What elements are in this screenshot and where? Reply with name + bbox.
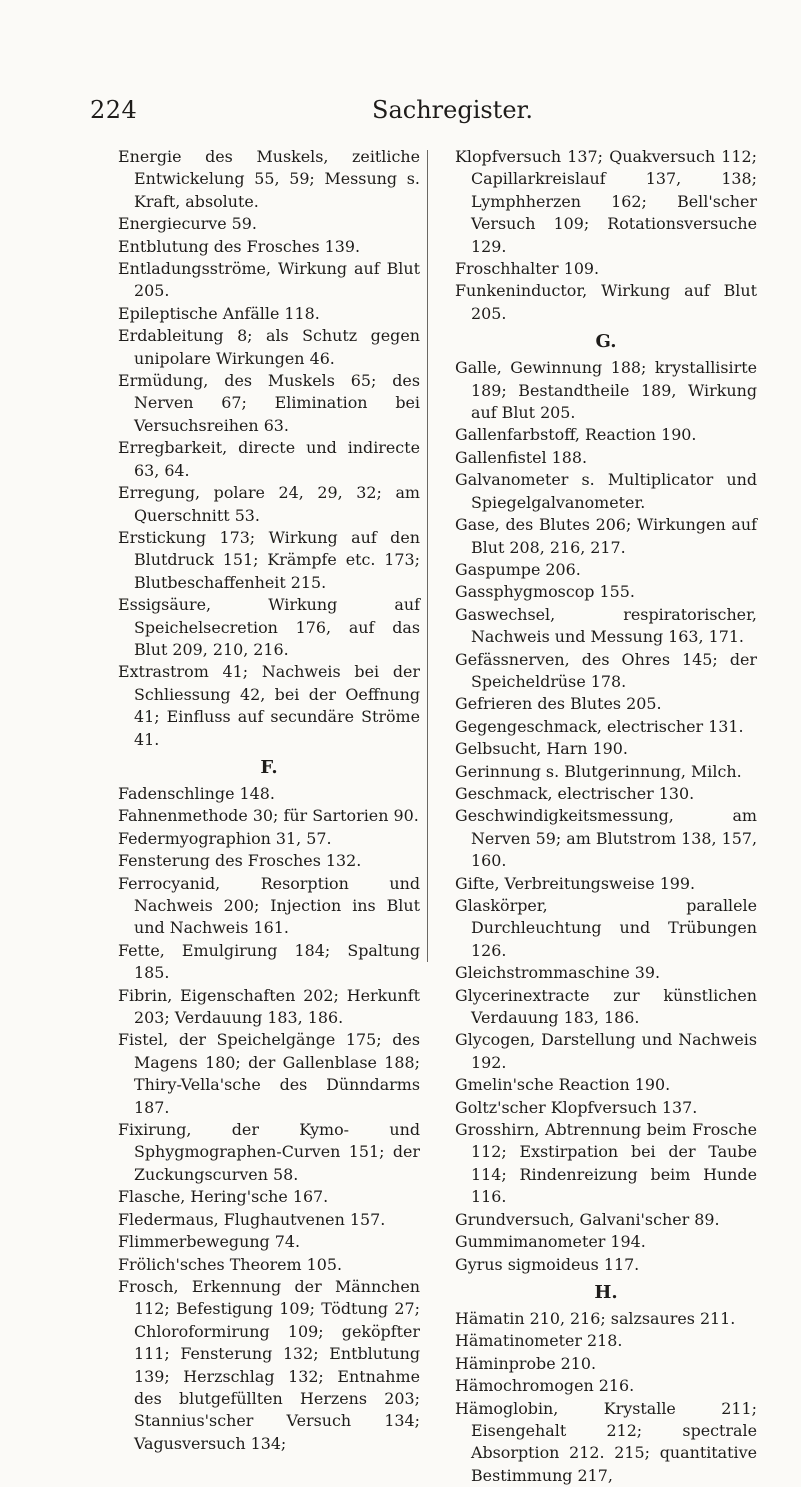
index-entry: Flimmerbewegung 74. [118,1232,301,1252]
index-entry: Fistel, der Speichelgänge 175; des Magens 180; der Gallenblase 188; Thiry-Vella'sche des Dünndarms 187. [118,1030,420,1117]
section-letter: F. [260,756,278,778]
index-entry: Fibrin, Eigenschaften 202; Herkunft 203; Verdauung 183, 186. [118,985,420,1028]
index-entry: Hämochromogen 216. [455,1376,635,1396]
index-entry: Energiecurve 59. [118,214,257,234]
index-entry: Froschhalter 109. [455,259,600,279]
index-entry: Erregung, polare 24, 29, 32; am Querschnitt 53. [118,483,420,525]
index-entry: Gifte, Verbreitungsweise 199. [455,873,696,893]
index-entry: Gallenfistel 188. [455,447,588,467]
index-entry: Entblutung des Frosches 139. [118,236,361,256]
index-entry: Gefässnerven, des Ohres 145; der Speicheldrüse 178. [455,649,757,691]
index-entry: Gegengeschmack, electrischer 131. [455,716,744,736]
section-letter: H. [594,1281,618,1303]
index-entry: Gummimanometer 194. [455,1232,646,1252]
page-header [82,96,719,132]
index-entry: Ermüdung, des Muskels 65; des Nerven 67; Elimination bei Versuchsreihen 63. [118,371,420,435]
running-title: Sachregister. [372,96,533,124]
index-entry: Fixirung, der Kymo- und Sphygmographen-Curven 151; der Zuckungscurven 58. [118,1120,420,1184]
index-entry: Gyrus sigmoideus 117. [455,1254,640,1274]
index-entry: Hämoglobin, Krystalle 211; Eisengehalt 212; spectrale Absorption 212. 215; quantitative Bestimmung 217, [455,1398,757,1485]
page-number: 224 [90,96,138,124]
index-entry: Funkeninductor, Wirkung auf Blut 205. [455,281,757,323]
index-entry: Gleichstrommaschine 39. [455,963,661,983]
index-entry: Gmelin'sche Reaction 190. [455,1075,671,1095]
index-entry: Frosch, Erkennung der Männchen 112; Befestigung 109; Tödtung 27; Chloroformirung 109; geköpfter 111; Fensterung 132; Entblutung 139; Herzschlag 132; Entnahme des blutgefüllten Herzens 203; Stannius'scher Versuch 134; Vagusversuch 134; [118,1276,420,1453]
index-entry: Fadenschlinge 148. [118,783,275,803]
index-column-right [455,146,757,1487]
index-entry: Goltz'scher Klopfversuch 137. [455,1097,698,1117]
index-entry: Klopfversuch 137; Quakversuch 112; Capillarkreislauf 137, 138; Lymphherzen 162; Bell'scher Versuch 109; Rotationsversuche 129. [455,147,757,256]
index-entry: Geschmack, electrischer 130. [455,783,695,803]
index-entry: Fahnenmethode 30; für Sartorien 90. [118,806,419,826]
index-entry: Fette, Emulgirung 184; Spaltung 185. [118,940,420,983]
index-entry: Ferrocyanid, Resorption und Nachweis 200; Injection ins Blut und Nachweis 161. [118,873,420,938]
index-entry: Gaswechsel, respiratorischer, Nachweis und Messung 163, 171. [455,604,757,647]
index-entry: Grosshirn, Abtrennung beim Frosche 112; Exstirpation bei der Taube 114; Rindenreizung beim Hunde 116. [455,1120,757,1207]
index-entry: Extrastrom 41; Nachweis bei der Schliessung 42, bei der Oeffnung 41; Einfluss auf secundäre Ströme 41. [118,662,420,749]
index-entry: Glycerinextracte zur künstlichen Verdauung 183, 186. [455,985,757,1028]
index-entry: Flasche, Hering'sche 167. [118,1187,329,1207]
index-entry: Erdableitung 8; als Schutz gegen unipolare Wirkungen 46. [118,326,420,368]
index-entry: Gaspumpe 206. [455,559,581,579]
index-entry: Gassphygmoscop 155. [455,582,635,602]
index-entry: Federmyographion 31, 57. [118,828,332,848]
index-entry: Gerinnung s. Blutgerinnung, Milch. [455,761,742,781]
index-entry: Essigsäure, Wirkung auf Speichelsecretion 176, auf das Blut 209, 210, 216. [118,595,420,659]
index-entry: Fensterung des Frosches 132. [118,851,362,871]
index-entry: Epileptische Anfälle 118. [118,303,320,323]
index-entry: Galle, Gewinnung 188; krystallisirte 189; Bestandtheile 189, Wirkung auf Blut 205. [455,358,757,423]
section-letter: G. [595,331,617,353]
index-entry: Glycogen, Darstellung und Nachweis 192. [455,1030,757,1072]
index-entry: Hämatin 210, 216; salzsaures 211. [455,1308,736,1328]
index-entry: Gelbsucht, Harn 190. [455,739,628,759]
index-entry: Gase, des Blutes 206; Wirkungen auf Blut 208, 216, 217. [455,515,757,557]
index-entry: Gallenfarbstoff, Reaction 190. [455,425,697,445]
index-entry: Galvanometer s. Multiplicator und Spiegelgalvanometer. [455,470,757,512]
index-column-left [118,146,420,1455]
index-entry: Grundversuch, Galvani'scher 89. [455,1209,720,1229]
index-entry: Häminprobe 210. [455,1353,597,1373]
index-entry: Entladungsströme, Wirkung auf Blut 205. [118,259,420,301]
index-entry: Frölich'sches Theorem 105. [118,1254,343,1274]
index-entry: Geschwindigkeitsmessung, am Nerven 59; am Blutstrom 138, 157, 160. [455,806,757,871]
index-entry: Glaskörper, parallele Durchleuchtung und Trübungen 126. [455,896,757,960]
index-entry: Erstickung 173; Wirkung auf den Blutdruck 151; Krämpfe etc. 173; Blutbeschaffenheit 215. [118,527,420,592]
index-entry: Hämatinometer 218. [455,1331,623,1351]
index-entry: Energie des Muskels, zeitliche Entwickelung 55, 59; Messung s. Kraft, absolute. [118,147,420,211]
index-entry: Fledermaus, Flughautvenen 157. [118,1209,386,1229]
index-entry: Gefrieren des Blutes 205. [455,694,662,714]
index-entry: Erregbarkeit, directe und indirecte 63, 64. [118,438,420,480]
column-divider [427,150,428,962]
